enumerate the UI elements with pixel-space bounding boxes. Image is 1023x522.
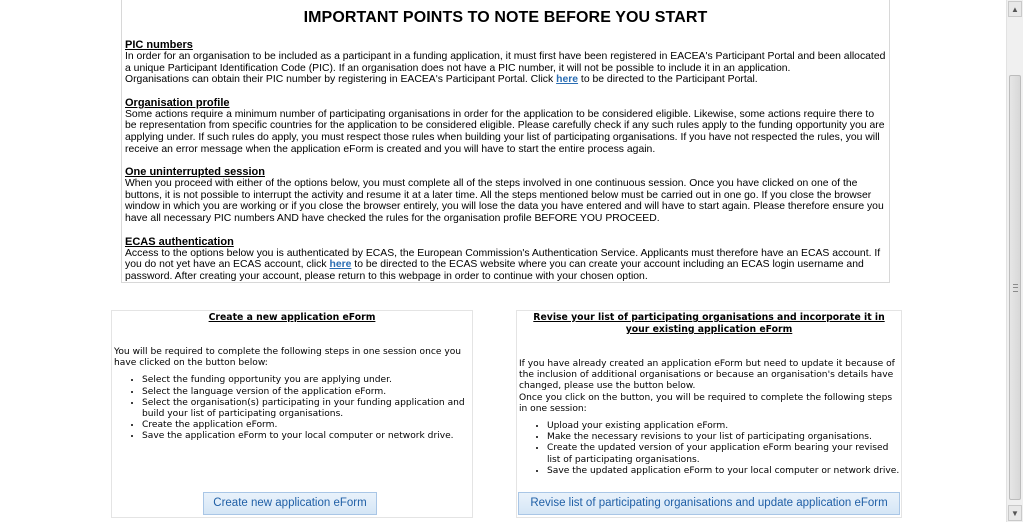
create-eform-panel [111, 310, 473, 518]
list-item: • Save the updated application eForm to your local computer or network drive. [547, 466, 901, 477]
page-title: IMPORTANT POINTS TO NOTE BEFORE YOU START [303, 9, 708, 26]
info-panel [121, 0, 890, 283]
section-pic-numbers [125, 39, 886, 86]
revise-eform-button[interactable]: Revise list of participating organisations and update application eForm [518, 492, 900, 515]
section-uninterrupted-session [125, 166, 886, 224]
revise-eform-intro: Once you click on the button, you will be required to complete the following steps in one session: [519, 392, 893, 414]
create-eform-intro: You will be required to complete the following steps in one session once you have clicked on the button below: [114, 347, 462, 369]
list-item: • Make the necessary revisions to your list of participating organisations. [547, 432, 901, 443]
section-text: When you proceed with either of the options below, you must complete all of the steps involved in one continuous session. Once you have clicked on one of the buttons, it is not possible to interrupt the activity and resume it at a later time. All the steps mentioned below must be carried out in one go. If you close the browser window in which you are working or if you close the browser entirely, you will lose the data you have entered and will have to start again. Please therefore ensure you have all necessary PIC numbers AND have checked the rules for the organisation profile BEFORE YOU PROCEED. [125, 178, 884, 224]
section-text: Organisations can obtain their PIC number by registering in EACEA's Participant Portal. Click [125, 74, 557, 86]
create-eform-steps [112, 375, 472, 442]
scrollbar-thumb[interactable] [1009, 75, 1021, 500]
section-title: Organisation profile [125, 96, 230, 109]
revise-eform-panel [516, 310, 902, 518]
grip-icon [1013, 284, 1018, 292]
vertical-scrollbar[interactable] [1006, 0, 1023, 522]
section-text: to be directed to the Participant Portal. [578, 74, 758, 86]
list-item: • Save the application eForm to your local computer or network drive. [142, 431, 472, 442]
list-item: • Create the application eForm. [142, 420, 472, 431]
create-eform-button[interactable]: Create new application eForm [203, 492, 377, 515]
revise-eform-intro: If you have already created an application eForm but need to update it because of the inclusion of additional organisations or because an organisation's details have changed, please use the button below. [519, 359, 895, 392]
list-item: • Select the funding opportunity you are applying under. [142, 375, 472, 386]
section-title: PIC numbers [125, 39, 193, 51]
list-item: • Select the language version of the application eForm. [142, 387, 472, 398]
section-ecas-authentication [125, 236, 886, 283]
participant-portal-link[interactable]: here [556, 74, 579, 86]
section-text: to be directed to the ECAS website where you can create your account including an ECAS login username and password. After creating your account, please return to this webpage in order to continue with your chosen option. [125, 259, 864, 282]
create-eform-title: Create a new application eForm [208, 312, 376, 323]
section-text: Access to the options below you is authenticated by ECAS, the European Commission's Authentication Service. Applicants must therefore have an ECAS account. If you do not yet have an ECAS account, click [125, 247, 881, 271]
section-title: ECAS authentication [125, 235, 234, 248]
revise-eform-steps [517, 421, 901, 477]
revise-eform-title: Revise your list of participating organisations and incorporate it in your existing application eForm [533, 312, 885, 335]
section-text: Some actions require a minimum number of participating organisations in order for the application to be considered eligible. Likewise, some actions require there to be representation from specific countries for the application to be considered eligible. Please carefully check if any such rules apply to the funding opportunity you are applying under. If such rules do apply, you must respect those rules when building your list of participating organisations. If you have not respected the rules, you will receive an error message when the application eForm is created and you will have to start the entire process again. [125, 108, 885, 155]
list-item: • Upload your existing application eForm. [547, 421, 901, 432]
list-item: • Select the organisation(s) participating in your funding application and build your list of participating organisations. [142, 398, 472, 420]
list-item: • Create the updated version of your application eForm bearing your revised list of participating organisations. [547, 443, 901, 465]
arrow-up-icon[interactable]: ▲ [1008, 1, 1022, 17]
ecas-link[interactable]: here [329, 259, 352, 271]
arrow-down-icon[interactable]: ▼ [1008, 505, 1022, 521]
section-text: In order for an organisation to be included as a participant in a funding application, it must first have been registered in EACEA's Participant Portal and been allocated a unique Participant Identification Code (PIC). If an organisation does not have a PIC number, it will not be possible to include it in an application. [125, 51, 886, 74]
section-title: One uninterrupted session [125, 166, 265, 179]
section-organisation-profile [125, 97, 886, 155]
